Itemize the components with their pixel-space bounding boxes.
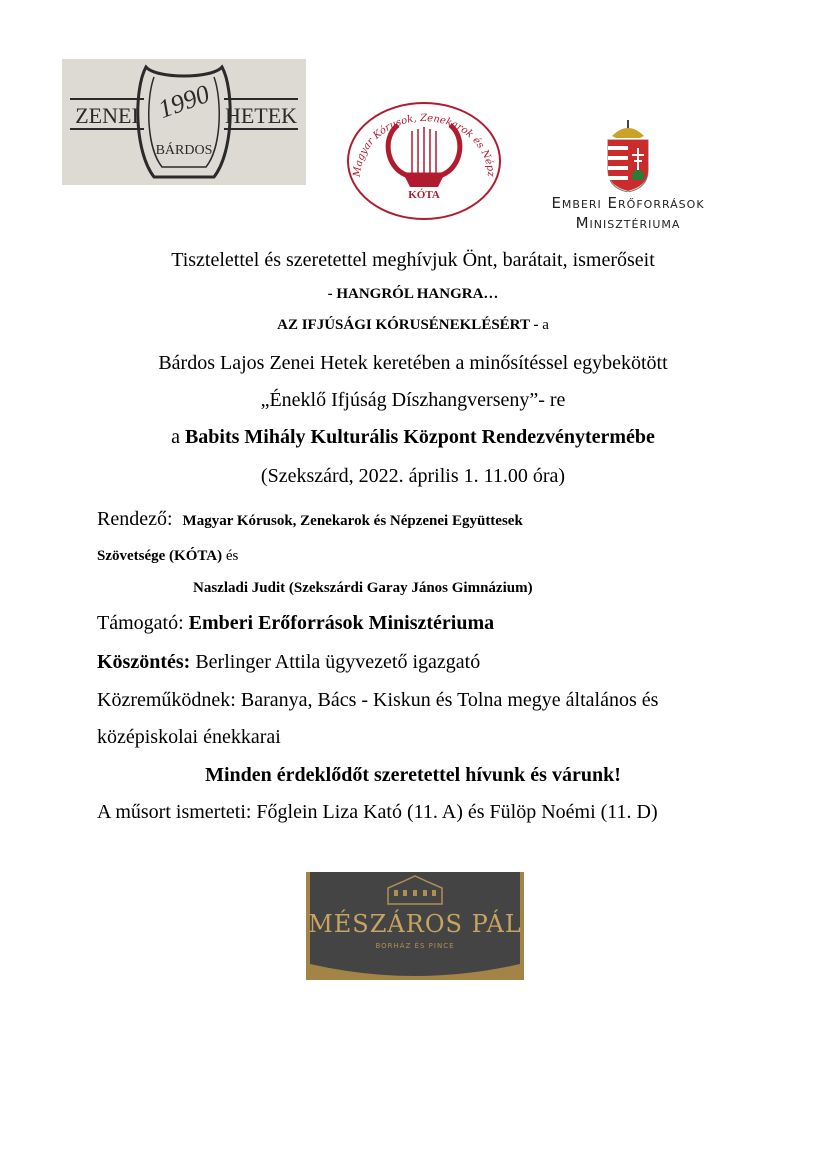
- kota-ring-text: Magyar Kórusok, Zenekarok és Népz: [351, 112, 497, 178]
- program-subtitle-bold: AZ IFJÚSÁGI KÓRUSÉNEKLÉSÉRT -: [277, 317, 539, 333]
- zenei-word: ZENEI: [75, 103, 139, 128]
- winery-logo: [306, 872, 524, 980]
- supporter-line: [97, 612, 494, 635]
- program-title: - HANGRÓL HANGRA…: [327, 286, 499, 302]
- ministry-name-line1: Emberi Erőforrások: [551, 194, 705, 212]
- participants-line2: középiskolai énekkarai: [97, 726, 281, 748]
- second-organizer: Naszladi Judit (Szekszárdi Garay János Gimnázium): [193, 580, 533, 596]
- kota-logo: [342, 97, 506, 221]
- greeting-text: Berlinger Attila ügyvezető igazgató: [190, 651, 481, 673]
- invitation-intro: Tisztelettel és szeretettel meghívjuk Önt, barátait, ismerőseit: [171, 249, 655, 271]
- presenters-line: A műsort ismerteti: Főglein Liza Kató (11. A) és Fülöp Noémi (11. D): [97, 801, 658, 823]
- venue-prefix: a: [171, 426, 185, 448]
- bardos-word: BÁRDOS: [155, 143, 213, 158]
- hungarian-coat-of-arms-icon: [528, 118, 728, 192]
- program-subtitle: [0, 317, 826, 334]
- organizer-name: Magyar Kórusok, Zenekarok és Népzenei Együttesek: [182, 513, 523, 529]
- welcome-line: Minden érdeklődőt szeretettel hívunk és várunk!: [205, 764, 621, 786]
- hetek-word: HETEK: [224, 103, 298, 128]
- venue-name: Babits Mihály Kulturális Központ Rendezvénytermébe: [184, 426, 655, 448]
- supporter-label: Támogató:: [97, 612, 189, 634]
- venue-line: [0, 426, 826, 449]
- organizer-name-cont: Szövetsége (KÓTA): [97, 548, 223, 564]
- concert-title: „Éneklő Ifjúság Díszhangverseny”- re: [260, 389, 566, 411]
- organizer-line-cont: [97, 547, 238, 565]
- date-time-line: (Szekszárd, 2022. április 1. 11.00 óra): [260, 465, 566, 487]
- organizer-line: [97, 508, 523, 531]
- participants-line1: Közreműködnek: Baranya, Bács - Kiskun és Tolna megye általános és: [97, 689, 659, 711]
- kota-label: KÓTA: [408, 189, 440, 201]
- ministry-name-line2: Minisztériuma: [575, 214, 681, 232]
- year-1990: 1990: [154, 79, 214, 125]
- organizer-and: és: [222, 548, 239, 564]
- greeting-label: Köszöntés:: [97, 651, 191, 673]
- greeting-line: [97, 651, 480, 674]
- zenei-hetek-logo: [62, 59, 306, 185]
- winery-name: MÉSZÁROS PÁL: [308, 910, 522, 938]
- kota-lyre-emblem: [342, 97, 506, 221]
- event-frame-line: Bárdos Lajos Zenei Hetek keretében a minősítéssel egybekötött: [158, 352, 668, 374]
- winery-subtitle: BORHÁZ ÉS PINCE: [375, 942, 455, 950]
- supporter-name: Emberi Erőforrások Minisztériuma: [188, 612, 495, 634]
- ministry-logo: [528, 118, 728, 234]
- organizer-label: Rendező:: [97, 508, 173, 530]
- program-subtitle-tail: a: [538, 317, 549, 333]
